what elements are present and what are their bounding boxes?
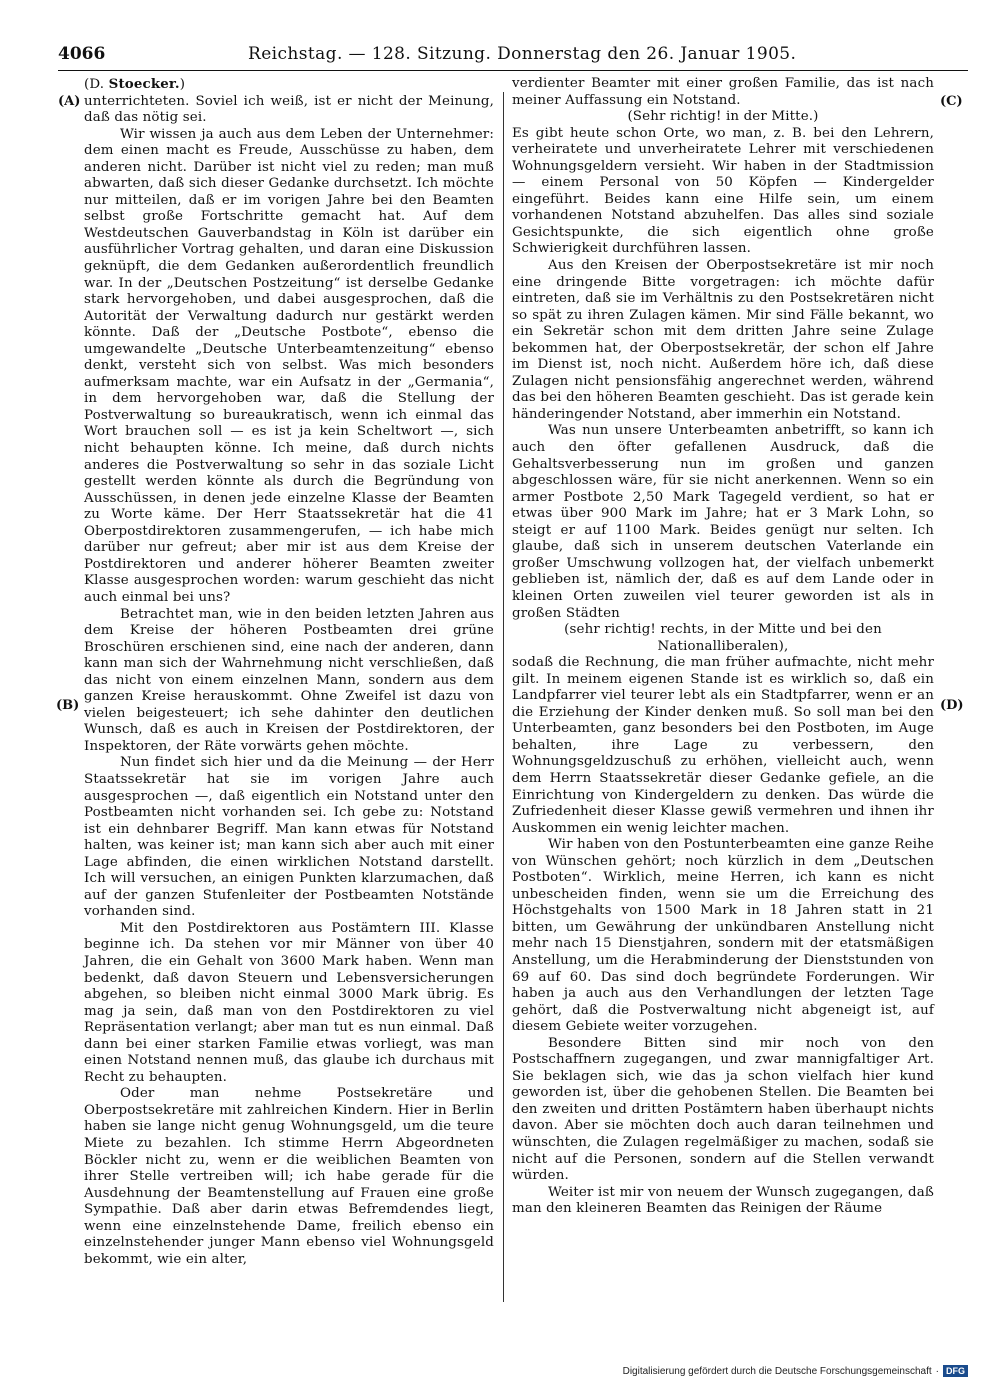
- footer-separator: ·: [935, 1365, 939, 1377]
- margin-mark-b: (B): [56, 698, 80, 713]
- speaker-note: [84, 76, 494, 94]
- paragraph: Aus den Kreisen der Oberpostsekretäre ist mir noch eine dringende Bitte vorgetragen: ich möchte dafür eintreten, daß sie im Verhältnis zu den Postsekretären nicht so spät zu ihren Zulagen kämen. Mir sind Fälle bekannt, wo ein Sekretär schon mit dem dritten Jahre seine Zulage bekommen hat, der Oberpostsekretär, der schon elf Jahre im Dienst ist, noch nicht. Außerdem höre ich, daß diese Zulagen nicht pensionsfähig angerechnet werden, während das bei den höheren Beamten geschieht. Das ist gerade kein händeringender Notstand, aber immerhin ein Notstand.: [512, 258, 934, 422]
- paragraph: Oder man nehme Postsekretäre und Oberpostsekretäre mit zahlreichen Kindern. Hier in Berlin haben sie lange nicht genug Wohnungsgeld, um die teure Miete zu bezahlen. Ich stimme Herrn Abgeordneten Böckler nicht zu, wenn er die weiblichen Beamten von ihrer Stelle vertreiben will; ich habe gerade für die Ausdehnung der Beamtenstellung auf Frauen eine große Sympathie. Daß aber darin etwas Befremdendes liegt, wenn eine einzelnstehende Dame, freilich ebenso ein einzelnstehender junger Mann ebenso viel Wohnungsgeld bekommt, wie ein alter,: [84, 1086, 494, 1267]
- interjection: (sehr richtig! rechts, in der Mitte und bei den Nationalliberalen),: [564, 622, 882, 654]
- page-header: [58, 44, 968, 71]
- paragraph: verdienter Beamter mit einer großen Familie, das ist nach meiner Auffassung ein Notstand.: [512, 76, 934, 108]
- digitization-footer: [623, 1365, 968, 1377]
- margin-mark-d: (D): [940, 698, 964, 713]
- page-number: 4066: [58, 44, 106, 64]
- paragraph: Wir wissen ja auch aus dem Leben der Unternehmer: dem einen macht es Freude, Ausschüsse zu haben, dem anderen nicht. Darüber ist nicht viel zu reden; man muß abwarten, daß sich dieser Gedanke durchsetzt. Ich möchte nur mitteilen, daß er im vorigen Jahre bei den Beamten selbst große Fortschritte gemacht hat. Auf dem Westdeutschen Gauverbandstag in Köln ist darüber ein ausführlicher Vortrag gehalten, und daran eine Diskussion geknüpft, die dem Gedanken außerordentlich freundlich war. In der „Deutschen Postzeitung“ ist derselbe Gedanke stark hervorgehoben, und dabei ausgesprochen, daß die Autorität der Verwaltung dadurch nur gestärkt werden könnte. Daß der „Deutsche Postbote“, ebenso die umgewandelte „Deutsche Unterbeamtenzeitung“ ebenso denkt, versteht sich von selbst. Was mich besonders aufmerksam machte, war ein Aufsatz in der „Germania“, in dem hervorgehoben war, daß die Stellung der Postverwaltung so bureaukratisch, wenn ich einmal das Wort brauchen soll — es ist ja kein Scheltwort —, sich nicht behaupten könne. Ich meine, daß durch nichts anderes die Postverwaltung so sehr in das soziale Licht gestellt werden könnte als durch die Begründung von Ausschüssen, in denen jede einzelne Klasse der Beamten zu Worte käme. Der Herr Staatssekretär hat die 41 Oberpostdirektoren zusammengerufen, — ich habe mich darüber nur gefreut; aber mir ist aus dem Kreise der Postdirektoren und anderer höherer Beamten zweiter Klasse ausgesprochen worden: warum geschieht das nicht auch einmal bei uns?: [84, 126, 494, 605]
- paragraph: Wir haben von den Postunterbeamten eine ganze Reihe von Wünschen gehört; noch kürzlich in dem „Deutschen Postboten“. Wirklich, meine Herren, ich kann es nicht unbescheiden finden, wenn sie um die Erreichung des Höchstgehalts von 1500 Mark in 18 Jahren statt in 21 bitten, um Gewährung der unkündbaren Anstellung nicht mehr nach 15 Dienstjahren, sondern mit der etatsmäßigen Anstellung, um die Herabminderung der Dienststunden von 69 auf 60. Das sind doch begründete Forderungen. Wir haben ja auch aus den Verhandlungen der letzten Tage gehört, daß die Postverwaltung nicht abgeneigt ist, auf diesem Gebiete weiter vorzugehen.: [512, 837, 934, 1035]
- right-column: [512, 76, 934, 1218]
- paragraph: unterrichteten. Soviel ich weiß, ist er nicht der Meinung, daß das nötig sei.: [84, 93, 494, 126]
- dfg-logo-icon: DFG: [943, 1365, 968, 1377]
- running-head: Reichstag. — 128. Sitzung. Donnerstag den 26. Januar 1905.: [248, 44, 797, 64]
- margin-mark-a: (A): [58, 94, 81, 109]
- speaker-prefix: (D.: [84, 77, 105, 92]
- margin-mark-c: (C): [940, 94, 963, 109]
- paragraph: Nun findet sich hier und da die Meinung — der Herr Staatssekretär hat sie im vorigen Jahre auch ausgesprochen —, daß eigentlich ein Notstand unter den Postbeamten nicht vorhanden sei. Ich gebe zu: Notstand ist ein dehnbarer Begriff. Man kann etwas für Notstand halten, was keiner ist; man kann sich aber auch mit einer Lage abfinden, die einen wirklichen Notstand darstellt. Ich will versuchen, an einigen Punkten klarzumachen, daß auf der ganzen Stufenleiter der Postbeamten Notstände vorhanden sind.: [84, 755, 494, 920]
- speaker-name: Stoecker.: [108, 76, 180, 92]
- paragraph: Betrachtet man, wie in den beiden letzten Jahren aus dem Kreise der höheren Postbeamten drei grüne Broschüren erschienen sind, eine nach der anderen, dann kann man sich der Wahrnehmung nicht verschließen, daß das nicht von einem einzelnen Mann, sondern aus dem ganzen Kreise herauskommt. Ohne Zweifel ist dazu von vielen beigesteuert; ich sehe dahinter den deutlichen Wunsch, daß es auch in Kreisen der Postdirektoren, der Inspektoren, der Räte vorwärts gehen möchte.: [84, 606, 494, 754]
- paragraph: Mit den Postdirektoren aus Postämtern III. Klasse beginne ich. Da stehen vor mir Männer von über 40 Jahren, die ein Gehalt von 3600 Mark haben. Wenn man bedenkt, daß davon Steuern und Lebensversicherungen abgehen, so bleiben nicht einmal 3000 Mark übrig. Es mag ja sein, daß man von den Postdirektoren zu viel Repräsentation verlangt; aber man tut es nun einmal. Daß dann bei einer starken Familie etwas vorliegt, was man einen Notstand nennen muß, das glaube ich durchaus mit Recht zu behaupten.: [84, 920, 494, 1085]
- interjection: (Sehr richtig! in der Mitte.): [627, 109, 819, 125]
- speaker-suffix: ): [179, 77, 186, 92]
- paragraph: Besondere Bitten sind mir noch von den Postschaffnern zugegangen, und zwar mannigfaltiger Art. Sie beklagen sich, wie das ja schon vielfach hier kund geworden ist, über die gehobenen Stellen. Die Beamten bei den zweiten und dritten Postämtern haben überhaupt nichts davon. Aber sie möchten doch auch daran teilnehmen und wünschten, die Zulagen regelmäßiger zu machen, sodaß sie nicht auf die Personen, sondern auf die Stellen verwandt würden.: [512, 1035, 934, 1184]
- column-divider: [503, 92, 504, 1302]
- footer-text: Digitalisierung gefördert durch die Deutsche Forschungsgemeinschaft: [622, 1365, 932, 1377]
- paragraph: sodaß die Rechnung, die man früher aufmachte, nicht mehr gilt. In meinem eigenen Stande ist es wirklich so, daß ein Landpfarrer viel teurer lebt als ein Stadtpfarrer, wenn er an die Erziehung der Kinder denken muß. So soll man bei den Unterbeamten, ganz besonders bei den Postboten, im Auge behalten, ihre Lage zu verbessern, den Wohnungsgeldzuschuß zu erhöhen, vielleicht auch, wenn dem Herrn Staatssekretär dieser Gedanke gefiele, an die Einrichtung von Kindergeldern zu denken. Das würde die Zufriedenheit dieser Klasse gewiß vermehren und ihnen ihr Auskommen ein wenig leichter machen.: [512, 655, 934, 836]
- paragraph: Es gibt heute schon Orte, wo man, z. B. bei den Lehrern, verheiratete und unverheiratete Lehrer mit verschiedenen Wohnungsgeldern versieht. Wir haben in der Stadtmission — einem Personal von 50 Köpfen — Kindergelder eingeführt. Beides kann eine Hilfe sein, um einem vorhandenen Notstand abzuhelfen. Das alles sind soziale Gesichtspunkte, die sich eigentlich ohne große Schwierigkeit durchführen lassen.: [512, 125, 934, 257]
- paragraph: Was nun unsere Unterbeamten anbetrifft, so kann ich auch den öfter gefallenen Ausdruck, daß die Gehaltsverbesserung nun im großen und ganzen abgeschlossen wäre, für sie nicht anerkennen. Wenn so ein armer Postbote 2,50 Mark Tagegeld verdient, so hat er etwas über 900 Mark im Jahre; hat er 3 Mark Lohn, so steigt er auf 1100 Mark. Beides genügt nur selten. Ich glaube, daß sich in unserem deutschen Vaterlande ein großer Umschwung vollzogen hat, der vielfach unbemerkt geblieben ist, nämlich der, daß es auf dem Lande oder in kleinen Orten zuweilen viel teurer geworden ist als in großen Städten: [512, 423, 934, 621]
- paragraph: Weiter ist mir von neuem der Wunsch zugegangen, daß man den kleineren Beamten das Reinigen der Räume: [512, 1184, 934, 1217]
- left-column: [84, 76, 494, 1268]
